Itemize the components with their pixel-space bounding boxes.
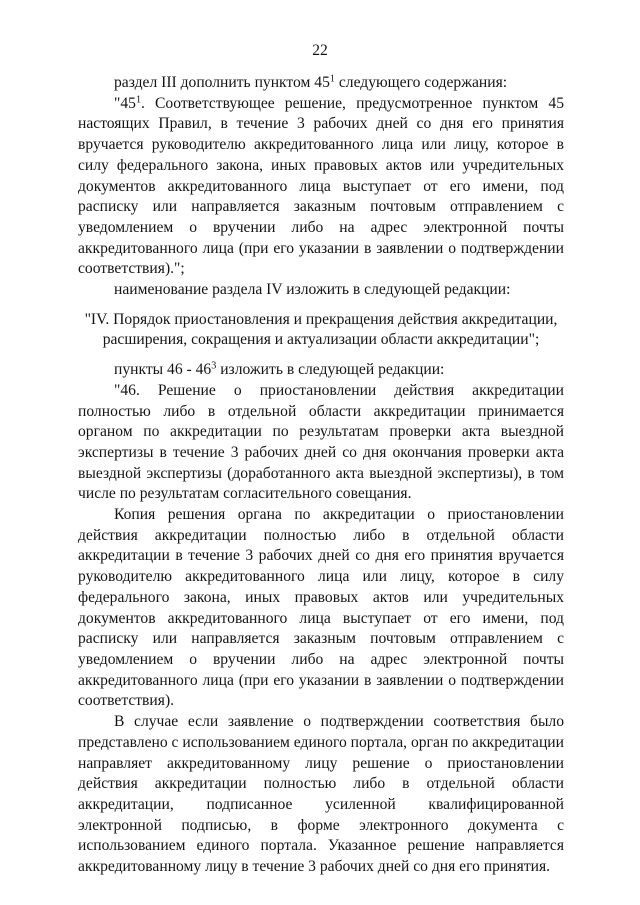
paragraph-intro-45-1: раздел III дополнить пунктом $45^1$ следующего содержания: xyxy=(114,73,508,91)
document-body xyxy=(78,73,564,878)
page-number: 22 xyxy=(312,42,328,59)
section-heading-line-2: расширения, сокращения и актуализации области аккредитации"; xyxy=(102,331,540,349)
paragraph-copy-of-decision: Копия решения органа по аккредитации о приостановлении действия аккредитации полностью либо в отдельной области аккредитации в течение 3 рабочих дней со дня его принятия вручается руководителю аккредитованного лица или лицу, которое в силу федерального закона, иных правовых актов или учредительных документов аккредитованного лица выступает от его имени, под расписку или направляется заказным почтовым отправлением с уведомлением о вручении либо на адрес электронной почты аккредитованного лица (при его указании в заявлении о подтверждении соответствия). xyxy=(78,506,564,710)
paragraph-electronic-portal: В случае если заявление о подтверждении соответствия было представлено с использованием единого портала, орган по аккредитации направляет аккредитованному лицу решение о приостановлении действия аккредитации полностью либо в отдельной области аккредитации, подписанное усиленной квалифицированной электронной подписью, в форме электронного документа с использованием единого портала. Указанное решение направляется аккредитованному лицу в течение 3 рабочих дней со дня его принятия. xyxy=(78,713,564,876)
section-iv-heading xyxy=(78,310,564,351)
paragraph-items-46-intro: пункты $46 - 46^3$ изложить в следующей редакции: xyxy=(114,360,445,379)
section-heading-line-1: "IV. Порядок приостановления и прекращения действия аккредитации, xyxy=(84,310,558,328)
paragraph-item-45-1: "$45^1$. Соответствующее решение, предусмотренное пунктом 45 настоящих Правил, в течение 3 рабочих дней со дня его принятия вручается руководителю аккредитованного лица или лицу, которое в силу федерального закона, иных правовых актов или учредительных документов аккредитованного лица выступает от его имени, под расписку или направляется заказным почтовым отправлением с уведомлением о вручении либо на адрес электронной почты аккредитованного лица (при его указании в заявлении о подтверждении соответствия)."; xyxy=(78,94,564,278)
paragraph-section-iv-intro: наименование раздела IV изложить в следующей редакции: xyxy=(114,281,511,299)
paragraph-item-46: "46. Решение о приостановлении действия аккредитации полностью либо в отдельной области аккредитации принимается органом по аккредитации по результатам проверки акта выездной экспертизы в течение 3 рабочих дней со дня окончания проверки акта выездной экспертизы (доработанного акта выездной экспертизы), в том числе по результатам согласительного совещания. xyxy=(78,381,564,503)
